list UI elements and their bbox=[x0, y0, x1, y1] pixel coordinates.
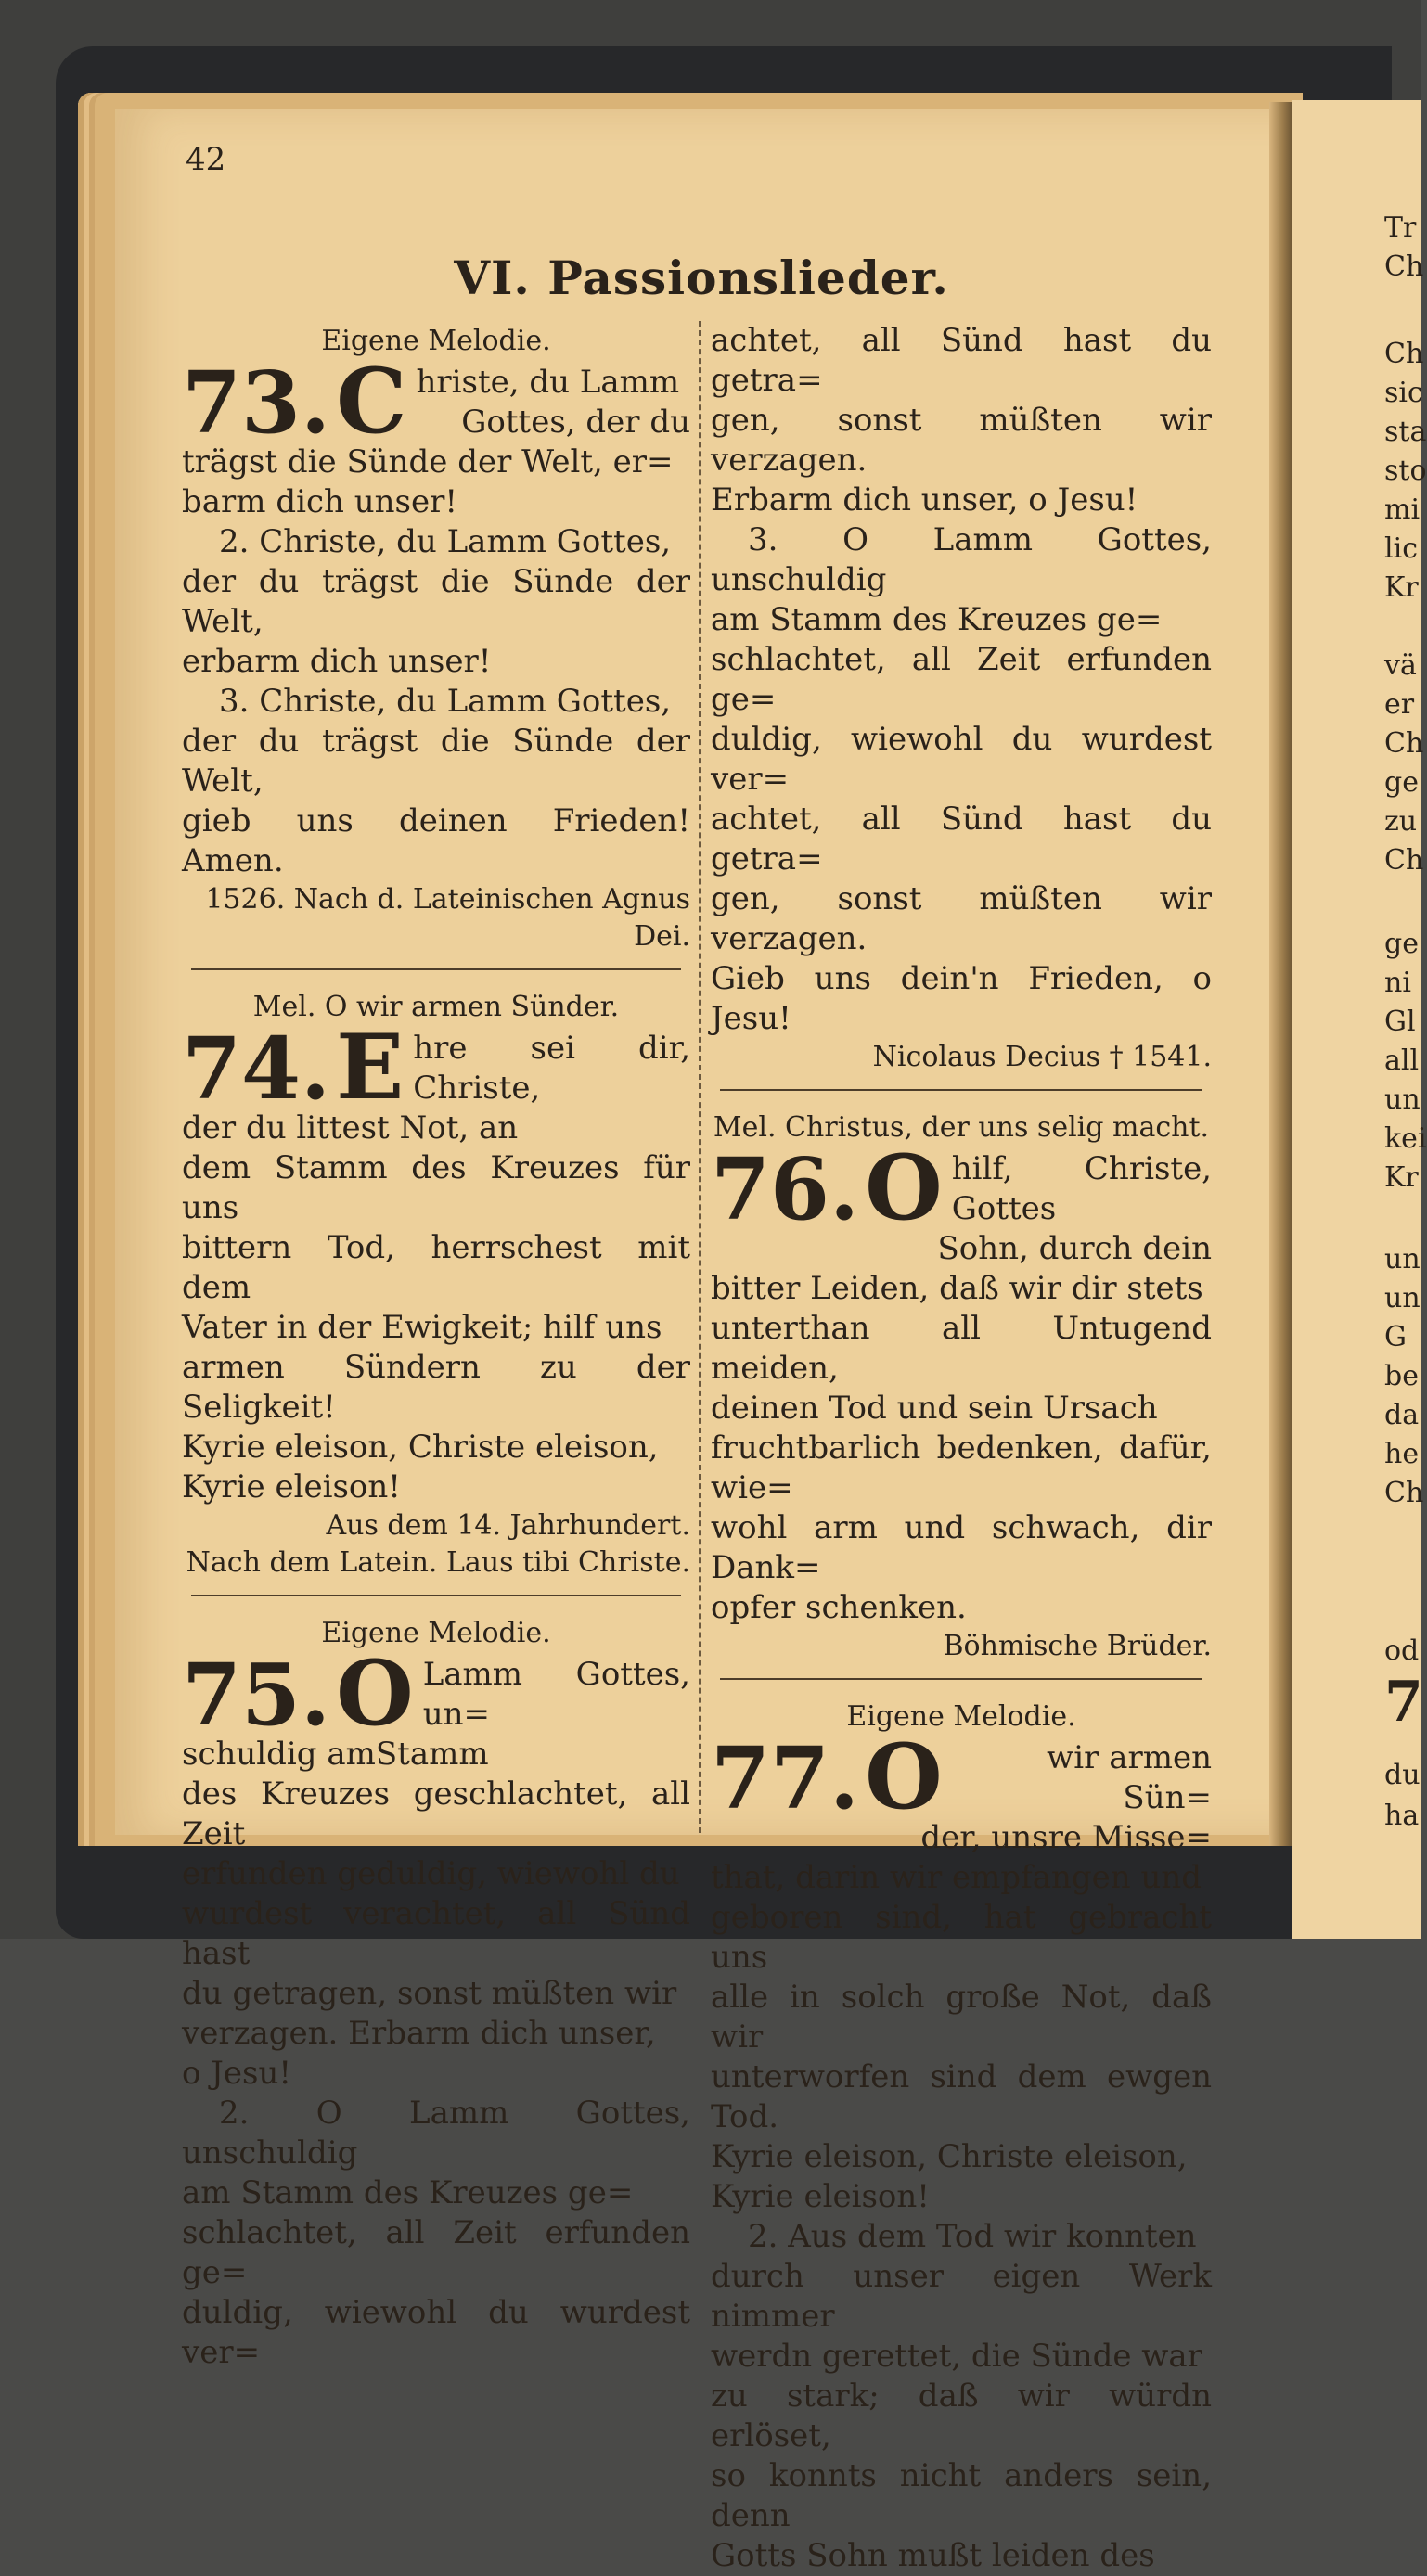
hymn-75-continued bbox=[711, 321, 1212, 1076]
text-line: am Stamm des Kreuzes ge= bbox=[182, 2174, 634, 2211]
text-line: 2. O Lamm Gottes, unschuldig bbox=[182, 2095, 690, 2172]
edge-fragment: od bbox=[1384, 1634, 1420, 1667]
text-line: der du trägst die Sünde der Welt, bbox=[182, 563, 690, 640]
drop-initial: O bbox=[336, 1641, 414, 1746]
drop-initial: O bbox=[865, 1135, 943, 1240]
text-line: Gotts Sohn mußt leiden des bbox=[711, 2537, 1155, 2574]
text-line: armen Sündern zu der Seligkeit! bbox=[182, 1349, 690, 1426]
text-line: 3. Christe, du Lamm Gottes, bbox=[219, 683, 672, 720]
page-content bbox=[182, 0, 1221, 2574]
edge-fragment: Kr bbox=[1384, 571, 1419, 604]
text-line: erbarm dich unser! bbox=[182, 643, 492, 680]
text-line: wir armen Sün= bbox=[1047, 1739, 1212, 1816]
text-line: Gottes, der du bbox=[461, 404, 690, 441]
attribution: Aus dem 14. Jahrhundert. bbox=[326, 1509, 690, 1542]
hymn-number: 75. bbox=[182, 1645, 331, 1745]
text-line: geboren sind, hat gebracht uns bbox=[711, 1899, 1212, 1976]
text-line: 2. Christe, du Lamm Gottes, bbox=[219, 523, 672, 560]
hymn-number: 77. bbox=[711, 1728, 860, 1828]
text-line: so konnts nicht anders sein, denn bbox=[711, 2457, 1212, 2534]
edge-fragment: ge bbox=[1384, 928, 1419, 960]
text-line: gen, sonst müßten wir verzagen. bbox=[711, 880, 1212, 957]
edge-fragment: Tr bbox=[1384, 211, 1417, 244]
edge-fragment: sic bbox=[1384, 377, 1423, 409]
text-line: du getragen, sonst müßten wir bbox=[182, 1975, 677, 2012]
text-line: Kyrie eleison! bbox=[711, 2178, 930, 2215]
edge-fragment: vä bbox=[1384, 649, 1417, 682]
text-line: bitter Leiden, daß wir dir stets bbox=[711, 1270, 1203, 1307]
hymn-head bbox=[711, 1724, 1212, 1858]
edge-fragment: er bbox=[1384, 688, 1415, 721]
page-number: 42 bbox=[186, 141, 226, 178]
next-page-edge bbox=[1384, 0, 1427, 1939]
edge-fragment: lic bbox=[1384, 532, 1418, 565]
text-line: opfer schenken. bbox=[711, 1589, 967, 1626]
text-line: des Kreuzes geschlachtet, all Zeit bbox=[182, 1775, 690, 1852]
text-line: gen, sonst müßten wir verzagen. bbox=[711, 402, 1212, 479]
drop-initial: E bbox=[336, 1015, 405, 1120]
text-line: achtet, all Sünd hast du getra= bbox=[711, 322, 1212, 399]
text-line: trägst die Sünde der Welt, er= bbox=[182, 443, 674, 481]
edge-fragment: da bbox=[1384, 1399, 1420, 1431]
section-rule bbox=[720, 1678, 1202, 1680]
text-line: der, unsre Misse= bbox=[920, 1819, 1212, 1856]
hymn-73 bbox=[182, 321, 690, 955]
melody-label: Mel. O wir armen Sünder. bbox=[252, 991, 620, 1023]
text-line: zu stark; daß wir würdn erlöset, bbox=[711, 2377, 1212, 2454]
edge-fragment: un bbox=[1384, 1083, 1421, 1116]
text-line: Kyrie eleison, Christe eleison, bbox=[182, 1429, 659, 1466]
edge-fragment: un bbox=[1384, 1282, 1421, 1314]
attribution: Böhmische Brüder. bbox=[943, 1630, 1212, 1662]
text-line: schlachtet, all Zeit erfunden ge= bbox=[182, 2214, 690, 2291]
section-rule bbox=[191, 968, 681, 970]
text-line: Erbarm dich unser, o Jesu! bbox=[711, 481, 1138, 519]
edge-fragment: sta bbox=[1384, 416, 1427, 448]
edge-fragment: kei bbox=[1384, 1122, 1427, 1155]
attribution: Nicolaus Decius † 1541. bbox=[872, 1041, 1212, 1073]
text-line: hriste, du Lamm bbox=[416, 364, 680, 401]
text-line: Kyrie eleison! bbox=[182, 1468, 401, 1506]
text-line: Sohn, durch dein bbox=[937, 1230, 1212, 1267]
text-line: der du trägst die Sünde der Welt, bbox=[182, 723, 690, 800]
text-line: am Stamm des Kreuzes ge= bbox=[711, 601, 1163, 638]
hymn-number: 76. bbox=[711, 1139, 860, 1239]
edge-fragment: ha bbox=[1384, 1800, 1420, 1832]
text-line: schuldig amStamm bbox=[182, 1736, 489, 1773]
hymn-74 bbox=[182, 987, 690, 1582]
text-line: hre sei dir, Christe, bbox=[413, 1030, 690, 1107]
text-line: barm dich unser! bbox=[182, 483, 458, 520]
attribution: 1526. Nach d. Lateinischen Agnus Dei. bbox=[205, 883, 690, 953]
edge-fragment: G bbox=[1384, 1321, 1407, 1353]
edge-fragment: Ch bbox=[1384, 844, 1424, 877]
text-line: deinen Tod und sein Ursach bbox=[711, 1390, 1158, 1427]
hymn-number: 73. bbox=[182, 352, 331, 453]
hymn-head bbox=[711, 1135, 1212, 1269]
column-divider bbox=[699, 321, 701, 1833]
edge-fragment: ni bbox=[1384, 967, 1411, 999]
hymn-76 bbox=[711, 1108, 1212, 1665]
hymn-75 bbox=[182, 1613, 690, 2373]
text-line: verzagen. Erbarm dich unser, bbox=[182, 2015, 656, 2052]
text-line: that, darin wir empfangen und bbox=[711, 1859, 1202, 1896]
text-line: erfunden geduldig, wiewohl du bbox=[182, 1855, 680, 1892]
hymn-77 bbox=[711, 1697, 1212, 2576]
edge-fragment: du bbox=[1384, 1759, 1421, 1791]
section-rule bbox=[720, 1089, 1202, 1091]
edge-fragment: 7 bbox=[1384, 1670, 1423, 1735]
melody-label: Mel. Christus, der uns selig macht. bbox=[713, 1111, 1210, 1144]
melody-label: Eigene Melodie. bbox=[846, 1700, 1076, 1733]
edge-fragment: Ch bbox=[1384, 338, 1424, 370]
text-line: fruchtbarlich bedenken, dafür, wie= bbox=[711, 1429, 1212, 1506]
melody-label: Eigene Melodie. bbox=[321, 325, 551, 357]
edge-fragment: Gl bbox=[1384, 1006, 1416, 1038]
text-line: der du littest Not, an bbox=[182, 1109, 519, 1147]
edge-fragment: mi bbox=[1384, 493, 1421, 526]
text-line: Gieb uns dein'n Frieden, o Jesu! bbox=[711, 960, 1212, 1037]
chapter-title: VI. Passionslieder. bbox=[454, 250, 949, 305]
book-gutter bbox=[1269, 102, 1292, 1846]
text-line: achtet, all Sünd hast du getra= bbox=[711, 801, 1212, 878]
text-line: Lamm Gottes, un= bbox=[422, 1656, 690, 1733]
text-line: werdn gerettet, die Sünde war bbox=[711, 2338, 1202, 2375]
text-line: unterthan all Untugend meiden, bbox=[711, 1310, 1212, 1387]
text-line: wohl arm und schwach, dir Dank= bbox=[711, 1509, 1212, 1586]
edge-fragment: Ch bbox=[1384, 250, 1424, 283]
attribution: Nach dem Latein. Laus tibi Christe. bbox=[186, 1546, 690, 1579]
edge-fragment: Kr bbox=[1384, 1161, 1419, 1194]
text-line: unterworfen sind dem ewgen Tod. bbox=[711, 2058, 1212, 2135]
edge-fragment: be bbox=[1384, 1360, 1419, 1392]
text-line: hilf, Christe, Gottes bbox=[951, 1150, 1212, 1227]
text-line: 3. O Lamm Gottes, unschuldig bbox=[711, 521, 1212, 598]
edge-fragment: sto bbox=[1384, 455, 1427, 487]
text-line: dem Stamm des Kreuzes für uns bbox=[182, 1149, 690, 1226]
text-line: durch unser eigen Werk nimmer bbox=[711, 2258, 1212, 2335]
text-line: o Jesu! bbox=[182, 2055, 292, 2092]
hymn-head bbox=[182, 1015, 690, 1148]
text-line: alle in solch große Not, daß wir bbox=[711, 1979, 1212, 2056]
text-line: gieb uns deinen Frieden! Amen. bbox=[182, 802, 690, 879]
text-line: duldig, wiewohl du wurdest ver= bbox=[711, 721, 1212, 798]
edge-fragment: zu bbox=[1384, 805, 1418, 838]
text-line: 2. Aus dem Tod wir konnten bbox=[748, 2218, 1197, 2255]
text-line: bittern Tod, herrschest mit dem bbox=[182, 1229, 690, 1306]
edge-fragment: un bbox=[1384, 1243, 1421, 1275]
text-line: Vater in der Ewigkeit; hilf uns bbox=[182, 1309, 662, 1346]
section-rule bbox=[191, 1595, 681, 1596]
hymn-head bbox=[182, 349, 690, 454]
hymn-head bbox=[182, 1641, 690, 1775]
drop-initial: O bbox=[865, 1724, 943, 1829]
text-line: Kyrie eleison, Christe eleison, bbox=[711, 2138, 1188, 2175]
hymn-number: 74. bbox=[182, 1019, 331, 1119]
text-line: duldig, wiewohl du wurdest ver= bbox=[182, 2294, 690, 2371]
text-line: wurdest verachtet, all Sünd hast bbox=[182, 1895, 690, 1972]
drop-initial: C bbox=[336, 349, 407, 454]
edge-fragment: Ch bbox=[1384, 1477, 1424, 1509]
edge-fragment: he bbox=[1384, 1438, 1420, 1470]
right-column bbox=[711, 321, 1212, 2576]
left-column bbox=[182, 321, 690, 2373]
melody-label: Eigene Melodie. bbox=[321, 1617, 551, 1649]
edge-fragment: ge bbox=[1384, 766, 1419, 799]
edge-fragment: Ch bbox=[1384, 727, 1424, 760]
text-line: schlachtet, all Zeit erfunden ge= bbox=[711, 641, 1212, 718]
edge-fragment: all bbox=[1384, 1044, 1420, 1077]
